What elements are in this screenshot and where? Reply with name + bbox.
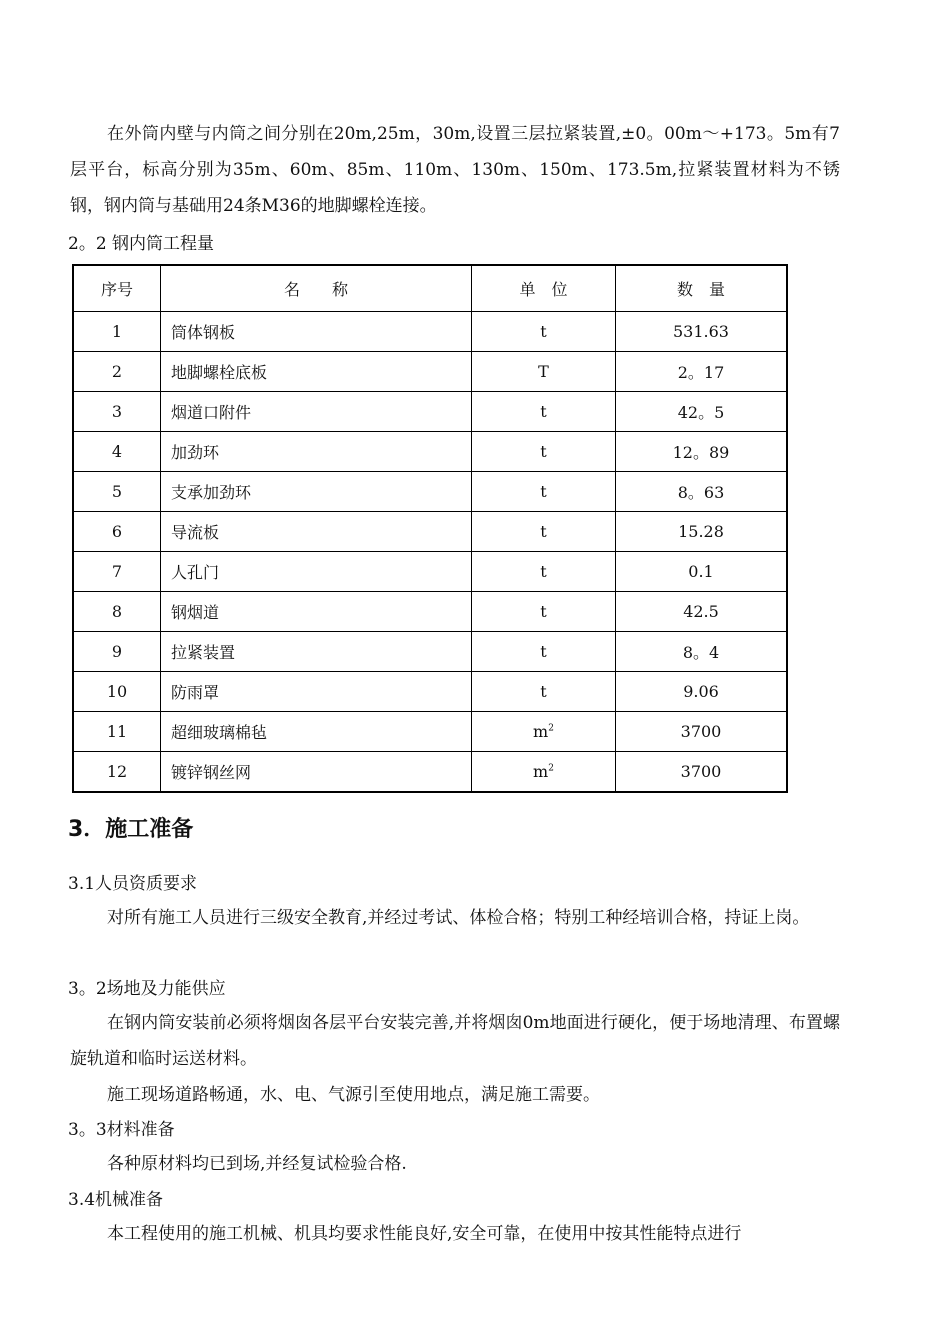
table-row [73,352,787,392]
cell-unit [472,752,616,793]
section-3-title: 3．施工准备 [68,817,194,842]
unit-text: t [540,642,547,661]
cell-unit [472,312,616,352]
unit-text: t [540,682,547,701]
cell-unit [472,552,616,592]
header-name: 名 称 [161,265,472,312]
cell-qty: 2。17 [616,352,788,392]
section-3-3-title: 3。3材料准备 [68,1120,175,1140]
cell-qty: 12。89 [616,432,788,472]
table-row [73,512,787,552]
table-body [73,312,787,793]
cell-name: 防雨罩 [161,672,472,712]
cell-name: 人孔门 [161,552,472,592]
cell-unit [472,352,616,392]
table-row [73,712,787,752]
cell-unit [472,472,616,512]
section-3-1-title: 3.1人员资质要求 [68,874,198,894]
unit-superscript: 2 [548,723,554,734]
unit-text: m [533,762,549,781]
unit-text: m [533,722,549,741]
cell-name: 筒体钢板 [161,312,472,352]
cell-name: 烟道口附件 [161,392,472,432]
cell-no: 7 [73,552,161,592]
cell-name: 支承加劲环 [161,472,472,512]
table-row [73,672,787,712]
cell-qty: 42。5 [616,392,788,432]
cell-name: 钢烟道 [161,592,472,632]
cell-qty: 3700 [616,752,788,793]
cell-name: 地脚螺栓底板 [161,352,472,392]
unit-text: t [540,482,547,501]
table-row [73,312,787,352]
cell-unit [472,632,616,672]
cell-no: 5 [73,472,161,512]
cell-no: 6 [73,512,161,552]
table-row [73,392,787,432]
header-qty: 数 量 [616,265,788,312]
cell-no: 10 [73,672,161,712]
section-3-2-paragraph-2: 施工现场道路畅通，水、电、气源引至使用地点，满足施工需要。 [107,1085,600,1105]
cell-unit [472,672,616,712]
cell-name: 拉紧装置 [161,632,472,672]
header-unit: 单 位 [472,265,616,312]
table-header-row [73,265,787,312]
cell-no: 4 [73,432,161,472]
section-3-4-paragraph: 本工程使用的施工机械、机具均要求性能良好,安全可靠，在使用中按其性能特点进行 [107,1224,742,1244]
header-no: 序号 [73,265,161,312]
unit-text: T [538,362,549,381]
section-3-1-paragraph: 对所有施工人员进行三级安全教育,并经过考试、体检合格；特别工种经培训合格，持证上岗。 [107,908,810,928]
cell-unit [472,592,616,632]
cell-qty: 531.63 [616,312,788,352]
section-3-4-title: 3.4机械准备 [68,1190,164,1210]
cell-qty: 9.06 [616,672,788,712]
unit-text: t [540,602,547,621]
intro-paragraph: 在外筒内壁与内筒之间分别在20m,25m，30m,设置三层拉紧装置,±0。00m～+173。5m有7层平台，标高分别为35m、60m、85m、110m、130m、150m、173.5m,拉紧装置材料为不锈钢，钢内筒与基础用24条M36的地脚螺栓连接。 [70,124,840,216]
unit-text: t [540,522,547,541]
section-3-3-paragraph: 各种原材料均已到场,并经复试检验合格. [107,1154,407,1174]
cell-no: 3 [73,392,161,432]
cell-name: 超细玻璃棉毡 [161,712,472,752]
unit-text: t [540,442,547,461]
cell-unit [472,712,616,752]
table-row [73,592,787,632]
cell-no: 1 [73,312,161,352]
cell-no: 2 [73,352,161,392]
cell-unit [472,432,616,472]
cell-qty: 8。63 [616,472,788,512]
cell-qty: 42.5 [616,592,788,632]
cell-name: 镀锌钢丝网 [161,752,472,793]
cell-no: 11 [73,712,161,752]
unit-text: t [540,322,547,341]
quantity-table [72,264,788,793]
table-row [73,432,787,472]
cell-name: 加劲环 [161,432,472,472]
cell-qty: 8。4 [616,632,788,672]
table-row [73,632,787,672]
cell-qty: 3700 [616,712,788,752]
cell-unit [472,392,616,432]
cell-no: 8 [73,592,161,632]
unit-text: t [540,562,547,581]
unit-superscript: 2 [548,763,554,774]
cell-no: 12 [73,752,161,793]
cell-unit [472,512,616,552]
section-3-2-paragraph-1: 在钢内筒安装前必须将烟囱各层平台安装完善,并将烟囱0m地面进行硬化，便于场地清理、布置螺旋轨道和临时运送材料。 [70,1013,840,1069]
table-row [73,552,787,592]
table-row [73,472,787,512]
section-3-2-title: 3。2场地及力能供应 [68,979,226,999]
cell-name: 导流板 [161,512,472,552]
section-2-2-title: 2。2 钢内筒工程量 [68,234,215,254]
unit-text: t [540,402,547,421]
cell-no: 9 [73,632,161,672]
cell-qty: 15.28 [616,512,788,552]
table-row [73,752,787,793]
cell-qty: 0.1 [616,552,788,592]
